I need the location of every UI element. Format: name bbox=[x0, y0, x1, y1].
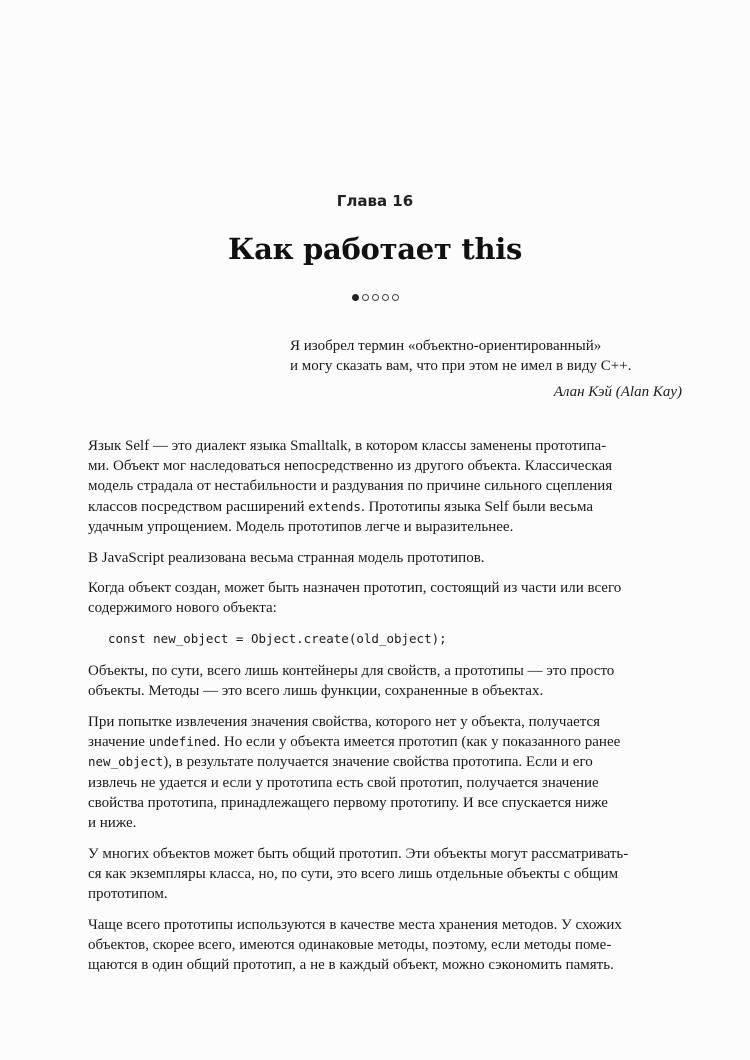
text-line bbox=[88, 497, 680, 517]
text-fragment: значение bbox=[88, 734, 149, 751]
text-line: В JavaScript реализована весьма странная модель прототипов. bbox=[88, 549, 485, 566]
text-line: модель страдала от нестабильности и раздувания по причине сильного сцепления bbox=[88, 478, 613, 495]
ornament-dot-empty bbox=[372, 294, 379, 301]
paragraph bbox=[88, 844, 680, 905]
text-line: ми. Объект мог наследоваться непосредственно из другого объекта. Классическая bbox=[88, 458, 613, 475]
text-line: содержимого нового объекта: bbox=[88, 600, 277, 617]
ornament-dot-empty bbox=[362, 294, 369, 301]
text-line: При попытке извлечения значения свойства, которого нет у объекта, получается bbox=[88, 714, 601, 731]
text-line: объекты. Методы — это всего лишь функции, сохраненные в объектах. bbox=[88, 683, 544, 700]
inline-code: extends bbox=[308, 498, 361, 514]
text-fragment: классов посредством расширений bbox=[88, 498, 309, 515]
text-line: и ниже. bbox=[88, 815, 137, 832]
text-line: извлечь не удается и если у прототипа есть свой прототип, получается значение bbox=[88, 774, 599, 791]
epigraph-author: Алан Кэй (Alan Kay) bbox=[553, 384, 682, 400]
text-line: У многих объектов может быть общий прототип. Эти объекты могут рассматривать- bbox=[88, 845, 629, 862]
text-line: прототипом. bbox=[88, 886, 168, 903]
text-line: ся как экземпляры класса, но, по сути, это всего лишь отдельные объекты с общим bbox=[88, 865, 619, 882]
text-fragment: . Прототипы языка Self были весьма bbox=[360, 498, 594, 515]
text-line bbox=[88, 752, 680, 772]
text-line bbox=[88, 732, 680, 752]
paragraph bbox=[88, 436, 680, 537]
epigraph-line: Я изобрел термин «объектно-ориентированный» bbox=[290, 338, 602, 354]
text-line: объектов, скорее всего, имеются одинаковые методы, поэтому, если методы поме- bbox=[88, 937, 612, 954]
ornament-dot-filled bbox=[352, 294, 359, 301]
chapter-label: Глава 16 bbox=[336, 192, 414, 210]
ornament-dot-empty bbox=[392, 294, 399, 301]
code-block: const new_object = Object.create(old_object); bbox=[108, 631, 447, 647]
chapter-title: Как работает this bbox=[228, 232, 522, 266]
paragraph bbox=[88, 578, 680, 618]
inline-code: new_object bbox=[88, 754, 164, 770]
text-line: Чаще всего прототипы используются в качестве места хранения методов. У схожих bbox=[88, 916, 622, 933]
text-line: удачным упрощением. Модель прототипов легче и выразительнее. bbox=[88, 518, 514, 535]
inline-code: undefined bbox=[148, 734, 217, 750]
epigraph-line: и могу сказать вам, что при этом не имел в виду C++. bbox=[290, 358, 632, 374]
section-ornament bbox=[0, 294, 750, 301]
text-line: Когда объект создан, может быть назначен прототип, состоящий из части или всего bbox=[88, 580, 622, 597]
text-line: щаются в один общий прототип, а не в каждый объект, можно сэкономить память. bbox=[88, 957, 614, 974]
text-fragment: . Но если у объекта имеется прототип (как у показанного ранее bbox=[216, 734, 621, 751]
text-line: Объекты, по сути, всего лишь контейнеры для свойств, а прототипы — это просто bbox=[88, 663, 615, 680]
text-fragment: ), в результате получается значение свойства прототипа. Если и его bbox=[163, 754, 593, 771]
text-line: свойства прототипа, принадлежащего первому прототипу. И все спускается ниже bbox=[88, 794, 608, 811]
ornament-dot-empty bbox=[382, 294, 389, 301]
paragraph bbox=[88, 712, 680, 833]
epigraph bbox=[290, 336, 682, 402]
text-line: Язык Self — это диалект языка Smalltalk, в котором классы заменены прототипа- bbox=[88, 438, 607, 454]
paragraph bbox=[88, 915, 680, 976]
paragraph bbox=[88, 548, 680, 568]
chapter-body bbox=[88, 436, 680, 986]
paragraph bbox=[88, 661, 680, 701]
